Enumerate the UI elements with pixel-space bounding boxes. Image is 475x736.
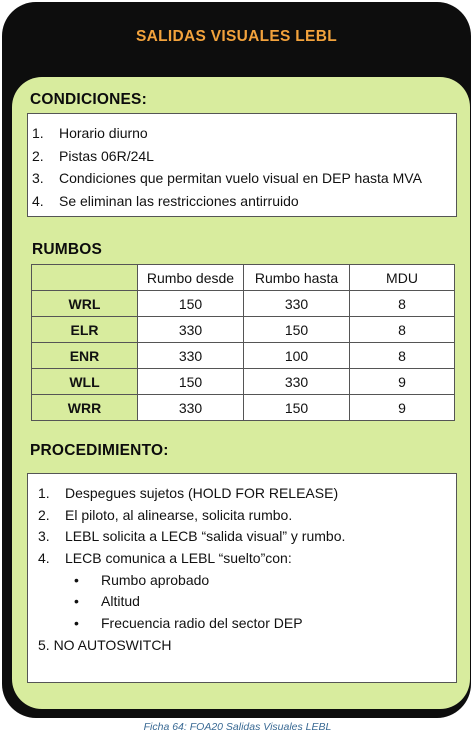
- cell-hasta: 150: [244, 395, 350, 421]
- cell-desde: 150: [138, 369, 244, 395]
- list-item: [28, 613, 456, 635]
- step-text: El piloto, al alinearse, solicita rumbo.: [65, 506, 293, 523]
- step-number: 2.: [38, 506, 50, 523]
- step-number: 4.: [38, 550, 50, 567]
- cell-desde: 330: [138, 317, 244, 343]
- table-row: [32, 291, 455, 317]
- item-text: Horario diurno: [59, 125, 148, 141]
- header-mdu: MDU: [350, 265, 455, 291]
- bullet-text: Altitud: [101, 593, 140, 610]
- final-step-text: 5. NO AUTOSWITCH: [38, 636, 172, 653]
- rumbos-heading: RUMBOS: [32, 241, 103, 258]
- item-number: 3.: [32, 170, 44, 186]
- cell-mdu: 8: [350, 317, 455, 343]
- procedimiento-heading: PROCEDIMIENTO:: [30, 442, 169, 459]
- item-text: Se eliminan las restricciones antirruido: [59, 192, 299, 209]
- table-row: [32, 395, 455, 421]
- cell-mdu: 8: [350, 343, 455, 369]
- cell-mdu: 8: [350, 291, 455, 317]
- table-header-row: [32, 265, 455, 291]
- list-item: [28, 526, 456, 548]
- cell-hasta: 100: [244, 343, 350, 369]
- step-number: 1.: [38, 485, 50, 501]
- cell-hasta: 330: [244, 291, 350, 317]
- cell-mdu: 9: [350, 395, 455, 421]
- step-number: 3.: [38, 528, 50, 545]
- cell-desde: 150: [138, 291, 244, 317]
- condiciones-list: [28, 114, 456, 212]
- item-text: Pistas 06R/24L: [59, 147, 154, 164]
- cell-hasta: 330: [244, 369, 350, 395]
- list-item: [28, 167, 456, 190]
- condiciones-heading: CONDICIONES:: [30, 91, 147, 108]
- row-label: ELR: [32, 317, 138, 343]
- row-label: ENR: [32, 343, 138, 369]
- item-number: 2.: [32, 147, 44, 164]
- bullet-icon: •: [74, 615, 79, 632]
- item-text: Condiciones que permitan vuelo visual en DEP hasta MVA: [59, 170, 422, 186]
- bullet-icon: •: [74, 593, 79, 610]
- cell-desde: 330: [138, 343, 244, 369]
- row-label: WRR: [32, 395, 138, 421]
- step-text: LECB comunica a LEBL “suelto”con:: [65, 550, 292, 567]
- bullet-icon: •: [74, 571, 79, 588]
- list-item: [28, 190, 456, 213]
- list-item: [28, 483, 456, 505]
- bullet-text: Frecuencia radio del sector DEP: [101, 615, 303, 632]
- list-item: [28, 145, 456, 168]
- cell-hasta: 150: [244, 317, 350, 343]
- list-item: [28, 635, 456, 657]
- item-number: 4.: [32, 192, 44, 209]
- table-row: [32, 369, 455, 395]
- card-title: SALIDAS VISUALES LEBL: [136, 28, 337, 45]
- list-item: [28, 570, 456, 592]
- item-number: 1.: [32, 125, 44, 141]
- list-item: [28, 591, 456, 613]
- cell-desde: 330: [138, 395, 244, 421]
- list-item: [28, 548, 456, 570]
- procedimiento-list: [28, 474, 456, 657]
- header-rumbo-desde: Rumbo desde: [138, 265, 244, 291]
- table-row: [32, 343, 455, 369]
- list-item: [28, 122, 456, 145]
- figure-caption: Ficha 64: FOA20 Salidas Visuales LEBL: [143, 721, 332, 733]
- step-text: LEBL solicita a LECB “salida visual” y rumbo.: [65, 528, 346, 545]
- step-text: Despegues sujetos (HOLD FOR RELEASE): [65, 485, 339, 501]
- list-item: [28, 505, 456, 527]
- condiciones-box: [27, 113, 457, 217]
- header-rumbo-hasta: Rumbo hasta: [244, 265, 350, 291]
- table-row: [32, 317, 455, 343]
- header-blank-cell: [32, 265, 138, 291]
- rumbos-table: [31, 264, 455, 421]
- cell-mdu: 9: [350, 369, 455, 395]
- row-label: WRL: [32, 291, 138, 317]
- bullet-text: Rumbo aprobado: [101, 571, 210, 588]
- procedimiento-box: [27, 473, 457, 683]
- row-label: WLL: [32, 369, 138, 395]
